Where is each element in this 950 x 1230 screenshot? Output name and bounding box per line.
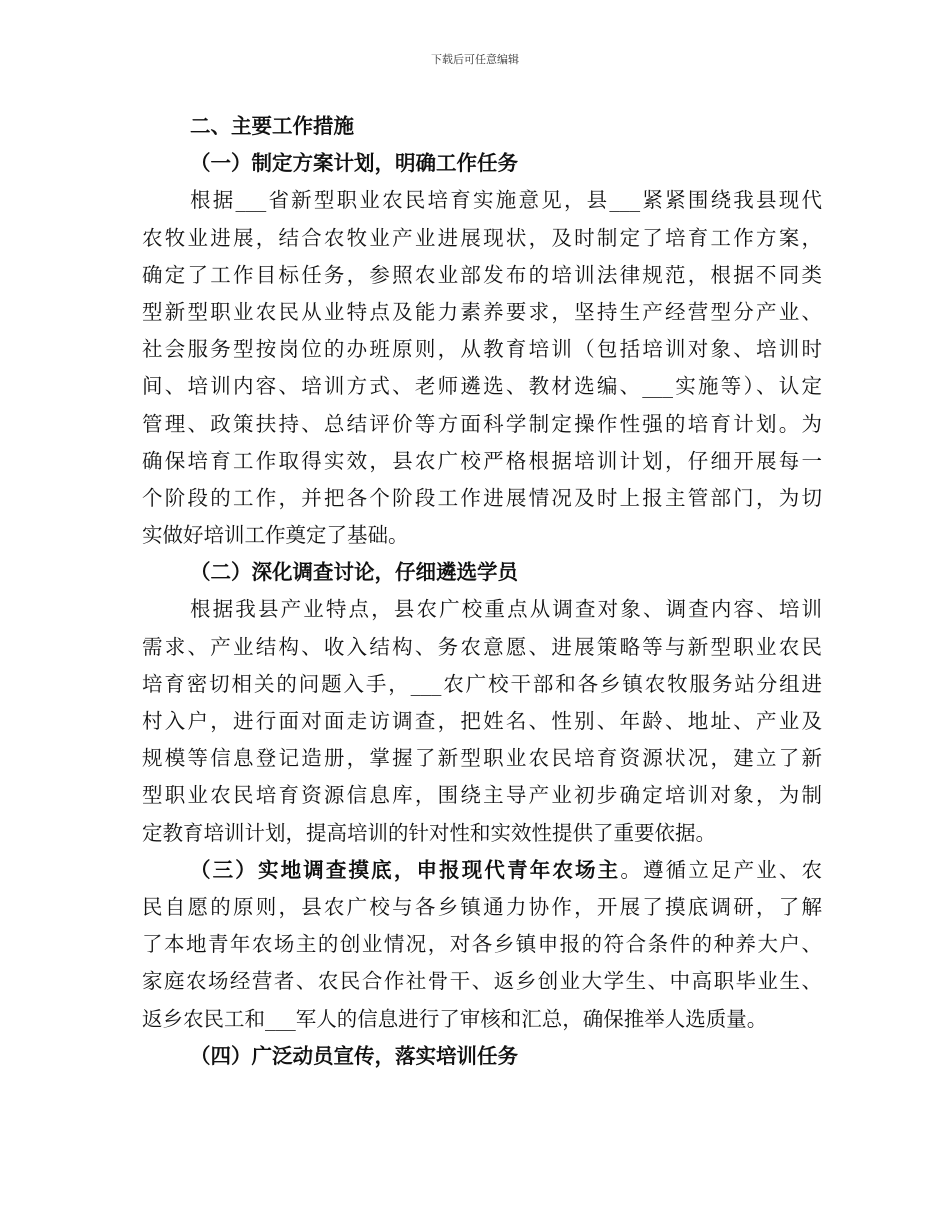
paragraph-1-line-6: 间、培训内容、培训方式、老师遴选、教材选编、___实施等）、认定 [142,374,822,399]
section-heading: 二、主要工作措施 [190,114,354,138]
paragraph-2-line-6: 型职业农民培育资源信息库，围绕主导产业初步确定培训对象，为制 [142,783,822,808]
paragraph-1-line-9: 个阶段的工作，并把各个阶段工作进展情况及时上报主管部门，为切 [142,485,822,510]
paragraph-2-line-3: 培育密切相关的问题入手，___农广校干部和各乡镇农牧服务站分组进 [142,671,822,696]
paragraph-2-line-5: 规模等信息登记造册，掌握了新型职业农民培育资源状况，建立了新 [142,746,822,771]
paragraph-2-line-4: 村入户，进行面对面走访调查，把姓名、性别、年龄、地址、产业及 [142,709,822,733]
paragraph-1-line-5: 社会服务型按岗位的办班原则，从教育培训（包括培训对象、培训时 [142,337,822,362]
paragraph-2-line-7: 定教育培训计划，提高培训的针对性和实效性提供了重要依据。 [142,820,716,845]
paragraph-3-line-3: 了本地青年农场主的创业情况，对各乡镇申报的符合条件的种养大户、 [142,932,822,957]
subsection-heading-3: （三）实地调查摸底，申报现代青年农场主 [190,857,621,882]
paragraph-1-line-2: 农牧业进展，结合农牧业产业进展现状，及时制定了培育工作方案， [142,225,822,250]
paragraph-3-line-5: 返乡农民工和___军人的信息进行了审核和汇总，确保推举人选质量。 [142,1006,768,1031]
document-body [142,108,822,1075]
subsection-heading-1: （一）制定方案计划，明确工作任务 [190,151,518,176]
paragraph-2-line-2: 需求、产业结构、收入结构、务农意愿、进展策略等与新型职业农民 [142,634,822,659]
page-header-note: 下载后可任意编辑 [431,53,519,66]
paragraph-1-line-3: 确定了工作目标任务，参照农业部发布的培训法律规范，根据不同类 [142,262,822,287]
paragraph-1-line-1: 根据___省新型职业农民培育实施意见，县___紧紧围绕我县现代 [190,188,822,213]
paragraph-2-line-1: 根据我县产业特点，县农广校重点从调查对象、调查内容、培训 [190,597,822,622]
paragraph-1-line-4: 型新型职业农民从业特点及能力素养要求，坚持生产经营型分产业、 [142,299,822,324]
paragraph-1-line-8: 确保培育工作取得实效，县农广校严格根据培训计划，仔细开展每一 [142,448,822,473]
paragraph-1-line-7: 管理、政策扶持、总结评价等方面科学制定操作性强的培育计划。为 [142,411,822,436]
paragraph-1-line-10: 实做好培训工作奠定了基础。 [142,523,409,548]
subsection-heading-4: （四）广泛动员宣传，落实培训任务 [190,1043,518,1068]
paragraph-3-line-1: 。遵循立足产业、农 [620,857,823,882]
subsection-heading-3-line [142,852,822,889]
subsection-heading-2: （二）深化调查讨论，仔细遴选学员 [190,560,518,585]
paragraph-3-line-2: 民自愿的原则，县农广校与各乡镇通力协作，开展了摸底调研，了解 [142,894,822,919]
paragraph-3-line-4: 家庭农场经营者、农民合作社骨干、返乡创业大学生、中高职毕业生、 [142,969,822,994]
